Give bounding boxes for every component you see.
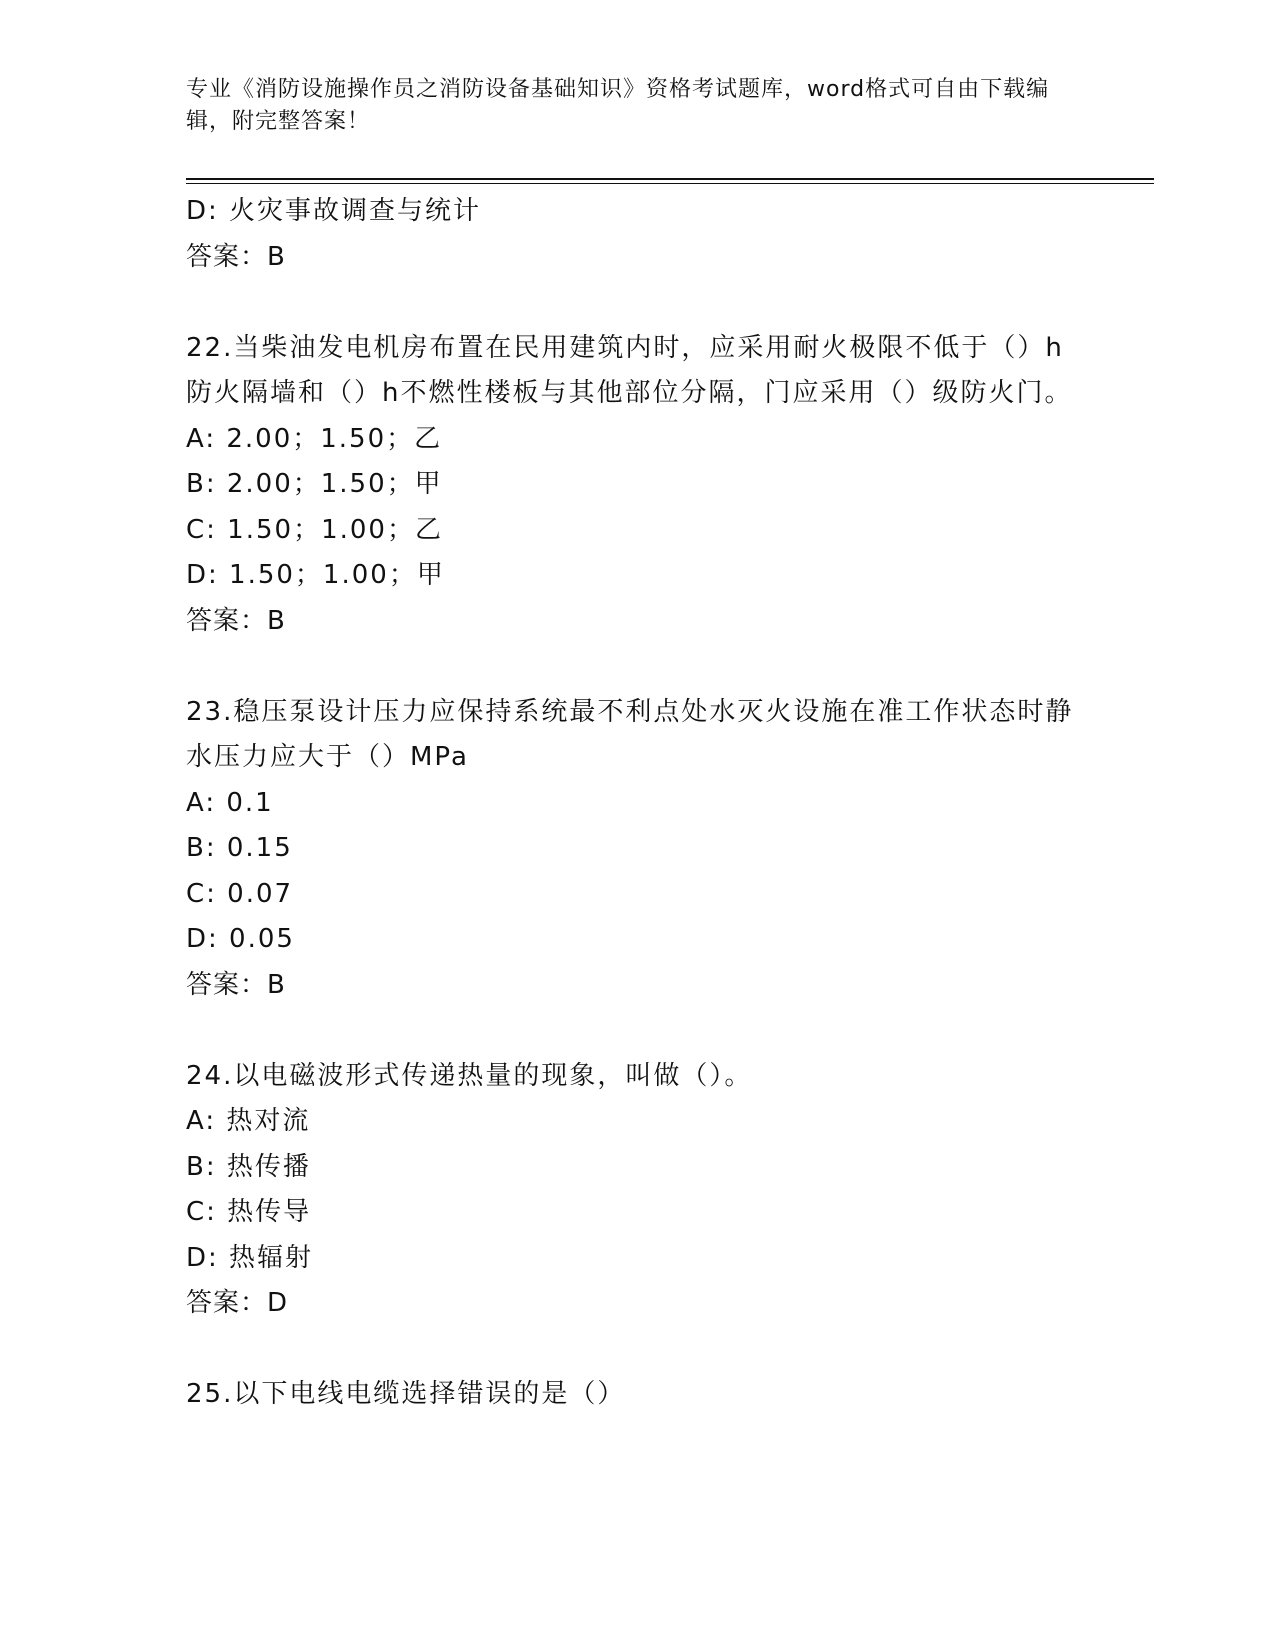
page-header: 专业《消防设施操作员之消防设备基础知识》资格考试题库，word格式可自由下载编辑，附完整答案！ [186, 77, 1050, 134]
answer: 答案：B [186, 241, 286, 272]
option-b: B: 0.15 [186, 833, 293, 863]
option-d: D: 1.50；1.00；甲 [186, 560, 445, 590]
option-b: B: 热传播 [186, 1151, 311, 1182]
spacer [186, 280, 1086, 326]
spacer [186, 644, 1086, 690]
answer: 答案：D [186, 1288, 289, 1318]
option-b: B: 2.00；1.50；甲 [186, 469, 443, 499]
header-divider-thick [186, 178, 1154, 180]
option-d: D: 火灾事故调查与统计 [186, 196, 482, 226]
question-24-text: 24.以电磁波形式传递热量的现象，叫做（）。 [186, 1060, 753, 1091]
answer: 答案：B [186, 605, 286, 636]
option-a: A: 0.1 [186, 787, 274, 818]
spacer [186, 1327, 1086, 1373]
option-a: A: 热对流 [186, 1106, 311, 1136]
option-c: C: 热传导 [186, 1197, 312, 1227]
option-a: A: 2.00；1.50；乙 [186, 423, 443, 454]
option-d: D: 0.05 [186, 924, 295, 954]
option-c: C: 0.07 [186, 878, 294, 909]
question-25-text: 25.以下电线电缆选择错误的是（） [186, 1379, 626, 1409]
question-22-text: 22.当柴油发电机房布置在民用建筑内时，应采用耐火极限不低于（）h防火隔墙和（）h不燃性楼板与其他部位分隔，门应采用（）级防火门。 [186, 332, 1073, 408]
question-content [186, 189, 1086, 1418]
spacer [186, 1008, 1086, 1054]
option-c: C: 1.50；1.00；乙 [186, 514, 443, 545]
question-23-text: 23.稳压泵设计压力应保持系统最不利点处水灭火设施在准工作状态时静水压力应大于（）MPa [186, 696, 1074, 772]
option-d: D: 热辐射 [186, 1242, 314, 1273]
answer: 答案：B [186, 969, 286, 1000]
header-divider-thin [186, 183, 1154, 184]
